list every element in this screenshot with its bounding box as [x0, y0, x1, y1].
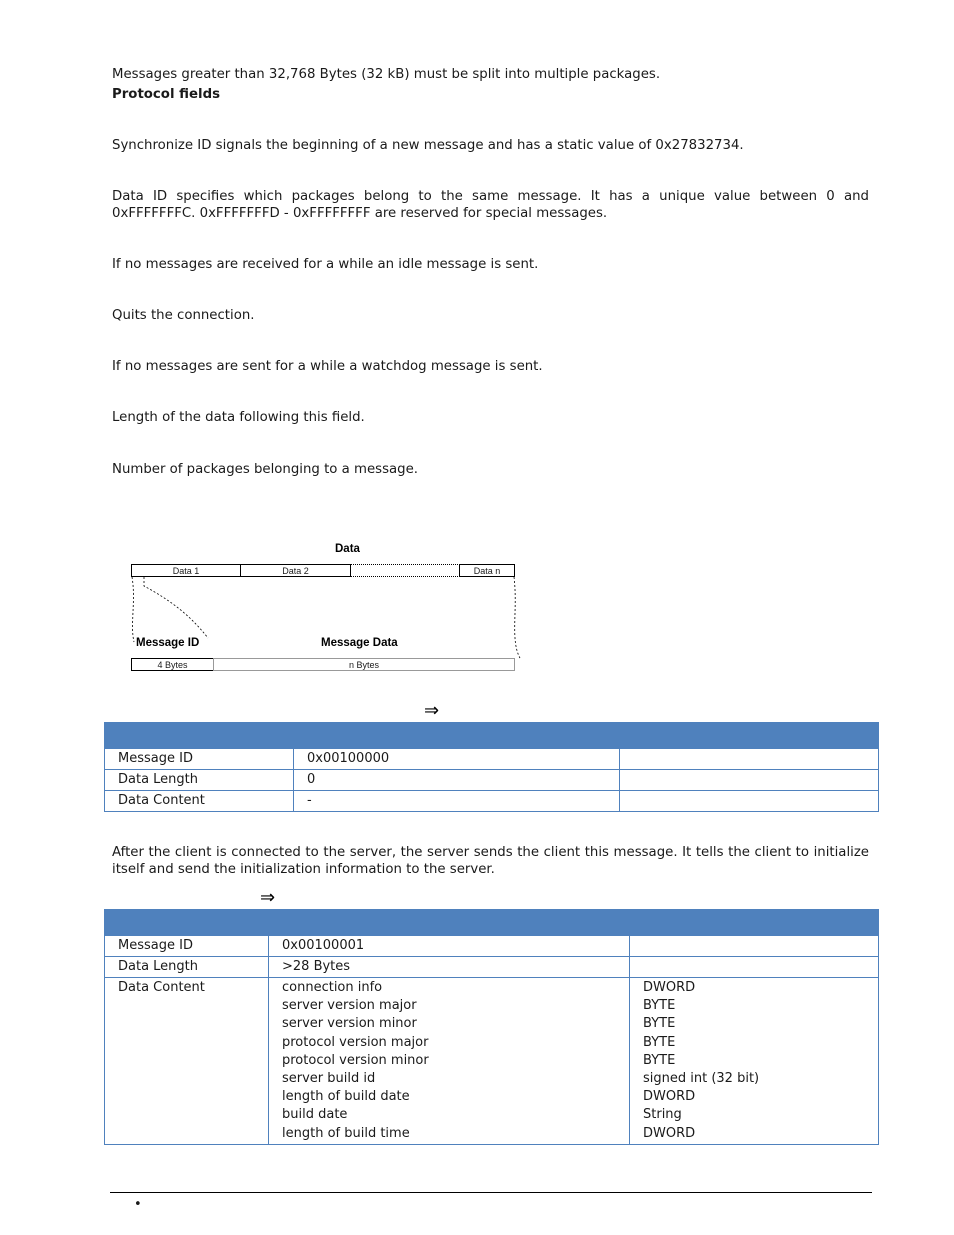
arrow-icon: ⇒ — [260, 887, 276, 908]
table-cell: Data Length — [105, 957, 269, 978]
list-item: protocol version minor — [282, 1052, 429, 1068]
message-table-2 — [104, 909, 879, 1145]
content-types-cell — [630, 978, 879, 1145]
list-item: BYTE — [643, 1016, 676, 1032]
table-cell: - — [294, 791, 620, 812]
list-item: protocol version major — [282, 1034, 429, 1050]
packages-description: Number of packages belonging to a message. — [112, 462, 419, 477]
message-table-1 — [104, 722, 879, 812]
table-cell: Data Length — [105, 770, 294, 791]
idle-description: If no messages are received for a while an idle message is sent. — [112, 257, 539, 272]
footer-bullet: • — [134, 1197, 142, 1212]
list-item: build date — [282, 1107, 348, 1123]
table-cell: 0x00100001 — [269, 936, 630, 957]
table-header-row — [105, 723, 879, 749]
list-item: connection info — [282, 980, 383, 995]
table-row — [105, 791, 879, 812]
list-item: BYTE — [643, 998, 676, 1014]
table-row — [105, 770, 879, 791]
init-description: After the client is connected to the server, the server sends the client this message. It tells the client to initialize itself and send the initialization information to the server. — [112, 845, 869, 877]
list-item: BYTE — [643, 1052, 676, 1068]
table-header-row — [105, 910, 879, 936]
data-2-box: Data 2 — [240, 564, 351, 577]
diagram-data-label: Data — [335, 543, 360, 555]
list-item: signed int (32 bit) — [643, 1071, 760, 1087]
table-cell: Data Content — [105, 791, 294, 812]
table-cell — [630, 936, 879, 957]
split-note: Messages greater than 32,768 Bytes (32 kB) must be split into multiple packages. — [112, 67, 661, 82]
message-data-size-box: n Bytes — [213, 658, 515, 671]
table-row — [105, 957, 879, 978]
list-item: length of build time — [282, 1125, 410, 1141]
message-id-size-box: 4 Bytes — [131, 658, 214, 671]
message-data-label: Message Data — [321, 637, 398, 649]
list-item: String — [643, 1107, 682, 1123]
table-cell: Message ID — [105, 749, 294, 770]
list-item: DWORD — [643, 980, 696, 995]
quit-description: Quits the connection. — [112, 308, 255, 323]
list-item: DWORD — [643, 1125, 696, 1141]
list-item: BYTE — [643, 1034, 676, 1050]
table-row — [105, 978, 879, 1145]
table-cell: 0x00100000 — [294, 749, 620, 770]
data-1-box: Data 1 — [131, 564, 241, 577]
list-item: DWORD — [643, 1089, 696, 1105]
sync-id-description: Synchronize ID signals the beginning of a new message and has a static value of 0x27832734. — [112, 138, 744, 153]
footer-divider — [110, 1192, 872, 1193]
table-row — [105, 936, 879, 957]
list-item: server version major — [282, 998, 417, 1014]
list-item: length of build date — [282, 1089, 410, 1105]
table-cell — [620, 791, 879, 812]
message-structure-diagram — [110, 530, 530, 680]
table-cell — [620, 749, 879, 770]
table-cell: >28 Bytes — [269, 957, 630, 978]
table-cell: Message ID — [105, 936, 269, 957]
data-n-box: Data n — [459, 564, 515, 577]
length-description: Length of the data following this field. — [112, 410, 365, 425]
table-row — [105, 749, 879, 770]
table-cell — [620, 770, 879, 791]
table-cell: Data Content — [105, 978, 269, 1145]
message-id-label: Message ID — [136, 637, 200, 649]
data-id-description: Data ID specifies which packages belong to the same message. It has a unique value between 0 and 0xFFFFFFFC. 0xFFFFFFFD - 0xFFFFFFFF are reserved for special messages. — [112, 189, 869, 221]
content-fields-cell — [269, 978, 630, 1145]
section-heading: Protocol fields — [112, 87, 220, 102]
table-cell — [630, 957, 879, 978]
arrow-icon: ⇒ — [424, 700, 440, 721]
list-item: server build id — [282, 1071, 376, 1087]
table-cell: 0 — [294, 770, 620, 791]
watchdog-description: If no messages are sent for a while a watchdog message is sent. — [112, 359, 543, 374]
list-item: server version minor — [282, 1016, 417, 1032]
